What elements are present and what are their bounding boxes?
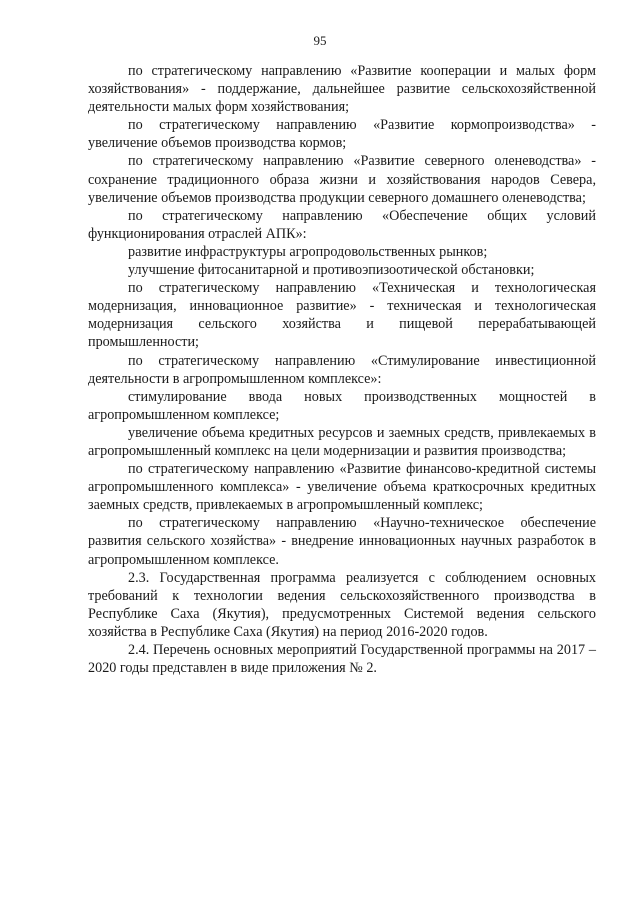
paragraph-fodder: по стратегическому направлению «Развитие кормопроизводства» - увеличение объемов производства кормов; — [88, 117, 596, 152]
paragraph-reindeer: по стратегическому направлению «Развитие северного оленеводства» - сохранение традиционного образа жизни и хозяйствования народов Севера, увеличение объемов производства продукции северного домашнего оленеводства; — [88, 153, 596, 206]
paragraph-section-2-3: 2.3. Государственная программа реализуется с соблюдением основных требований к технологии ведения сельскохозяйственного производства в Республике Саха (Якутия), предусмотренных Системой ведения сельского хозяйства в Республике Саха (Якутия) на период 2016-2020 годов. — [88, 569, 596, 640]
paragraph-section-2-4: 2.4. Перечень основных мероприятий Государственной программы на 2017 – 2020 годы представлен в виде приложения № 2. — [88, 642, 596, 677]
paragraph-finance-credit-system: по стратегическому направлению «Развитие финансово-кредитной системы агропромышленного комплекса» - увеличение объема краткосрочных кредитных заемных средств, привлекаемых в агропромышленный комплекс; — [88, 461, 596, 514]
paragraph-market-infrastructure: развитие инфраструктуры агропродовольственных рынков; — [128, 243, 488, 260]
paragraph-new-capacities: стимулирование ввода новых производственных мощностей в агропромышленном комплексе; — [88, 388, 596, 423]
paragraph-phytosanitary: улучшение фитосанитарной и противоэпизоотической обстановки; — [128, 262, 535, 279]
paragraph-investment: по стратегическому направлению «Стимулирование инвестиционной деятельности в агропромышленном комплексе»: — [88, 352, 596, 387]
paragraph-science-tech: по стратегическому направлению «Научно-техническое обеспечение развития сельского хозяйства» - внедрение инновационных научных разработок в агропромышленном комплексе. — [88, 515, 596, 568]
paragraph-cooperation: по стратегическому направлению «Развитие кооперации и малых форм хозяйствования» - поддержание, дальнейшее развитие сельскохозяйственной деятельности малых форм хозяйствования; — [88, 63, 596, 116]
paragraph-general-conditions: по стратегическому направлению «Обеспечение общих условий функционирования отраслей АПК»: — [88, 207, 596, 242]
document-body — [88, 62, 596, 677]
paragraph-modernization: по стратегическому направлению «Техническая и технологическая модернизация, инновационное развитие» - техническая и технологическая модернизация сельского хозяйства и пищевой перерабатывающей промышленности; — [88, 280, 596, 351]
page-number: 95 — [313, 33, 327, 48]
paragraph-credit-resources: увеличение объема кредитных ресурсов и заемных средств, привлекаемых в агропромышленный комплекс на цели модернизации и развития производства; — [88, 424, 596, 459]
